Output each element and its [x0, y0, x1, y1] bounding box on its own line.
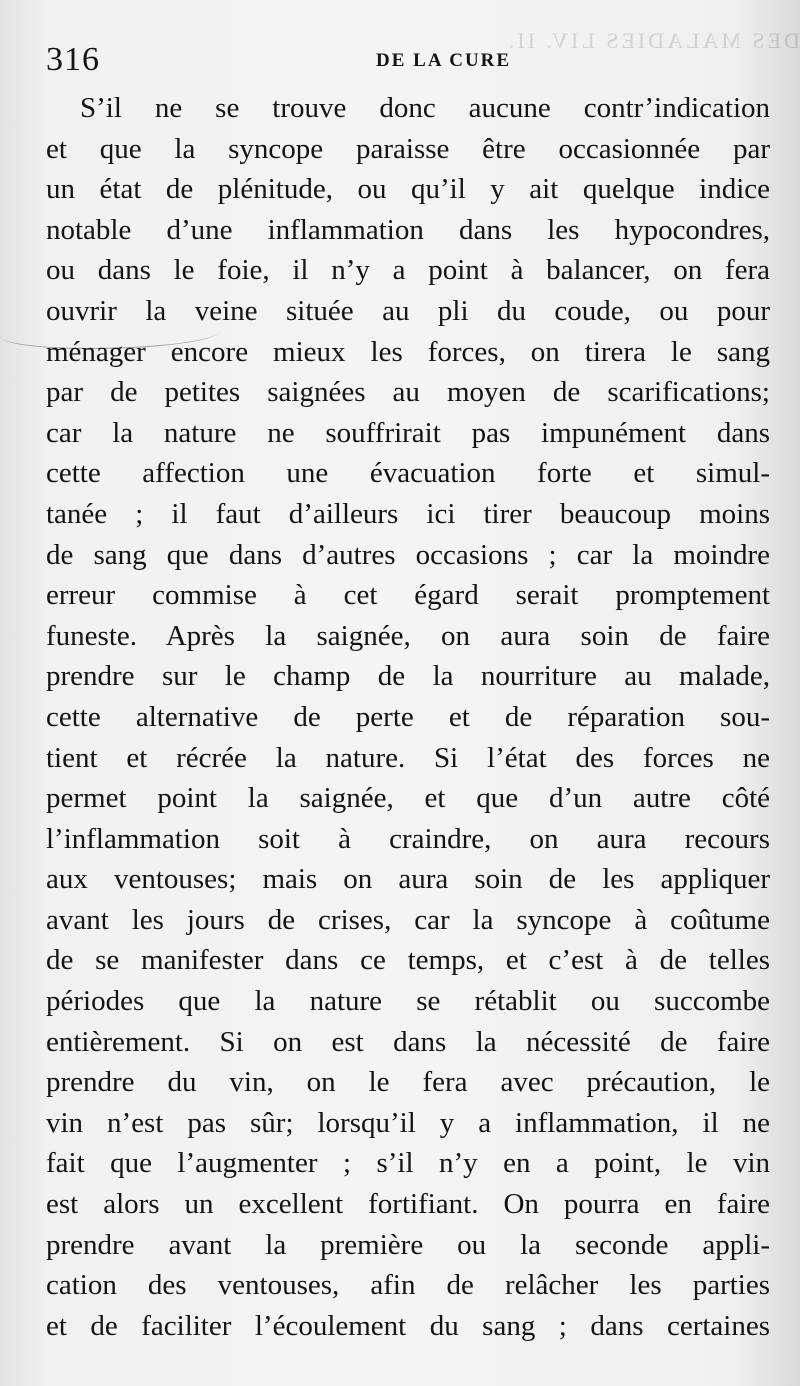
text-line: par de petites saignées au moyen de scarifications;	[46, 376, 770, 409]
page-header	[46, 40, 770, 80]
text-line: cette affection une évacuation forte et simul-	[46, 457, 770, 490]
text-line: et que la syncope paraisse être occasionnée par	[46, 132, 770, 165]
text-line: notable d’une inflammation dans les hypocondres,	[46, 213, 770, 246]
page-number: 316	[46, 41, 100, 78]
text-line: prendre sur le champ de la nourriture au malade,	[46, 660, 770, 693]
text-line: erreur commise à cet égard serait promptement	[46, 579, 770, 612]
text-line: ouvrir la veine située au pli du coude, ou pour	[46, 294, 770, 327]
text-line: fait que l’augmenter ; s’il n’y en a point, le vin	[46, 1147, 770, 1180]
text-line: cette alternative de perte et de réparation sou-	[46, 700, 770, 733]
running-head: DE LA CURE	[376, 50, 512, 71]
text-line: cation des ventouses, afin de relâcher les parties	[46, 1269, 770, 1302]
text-line: aux ventouses; mais on aura soin de les appliquer	[46, 863, 770, 896]
text-line: vin n’est pas sûr; lorsqu’il y a inflammation, il ne	[46, 1106, 770, 1139]
text-line: de sang que dans d’autres occasions ; car la moindre	[46, 538, 770, 571]
bleed-through-text: DES MALADIES LIV. II.	[505, 28, 800, 53]
text-line: périodes que la nature se rétablit ou succombe	[46, 985, 770, 1018]
text-line: ménager encore mieux les forces, on tirera le sang	[46, 335, 770, 368]
text-line: avant les jours de crises, car la syncope à coûtume	[46, 903, 770, 936]
text-line: tient et récrée la nature. Si l’état des forces ne	[46, 741, 770, 774]
text-line: prendre du vin, on le fera avec précaution, le	[46, 1066, 770, 1099]
text-line: ou dans le foie, il n’y a point à balancer, on fera	[46, 254, 770, 287]
text-line: entièrement. Si on est dans la nécessité de faire	[46, 1025, 770, 1058]
text-line: S’il ne se trouve donc aucune contr’indication	[80, 92, 770, 124]
text-line: de se manifester dans ce temps, et c’est à de telles	[46, 944, 770, 977]
text-line: funeste. Après la saignée, on aura soin de faire	[46, 619, 770, 652]
body-text	[46, 88, 770, 1346]
text-line: car la nature ne souffrirait pas impunément dans	[46, 416, 770, 449]
text-line: est alors un excellent fortifiant. On pourra en faire	[46, 1188, 770, 1221]
text-line: permet point la saignée, et que d’un autre côté	[46, 782, 770, 815]
text-line: et de faciliter l’écoulement du sang ; dans certaines	[46, 1309, 770, 1342]
text-line: l’inflammation soit à craindre, on aura recours	[46, 822, 770, 855]
text-line: prendre avant la première ou la seconde appli-	[46, 1228, 770, 1261]
text-line: tanée ; il faut d’ailleurs ici tirer beaucoup moins	[46, 497, 770, 530]
text-line: un état de plénitude, ou qu’il y ait quelque indice	[46, 173, 770, 206]
